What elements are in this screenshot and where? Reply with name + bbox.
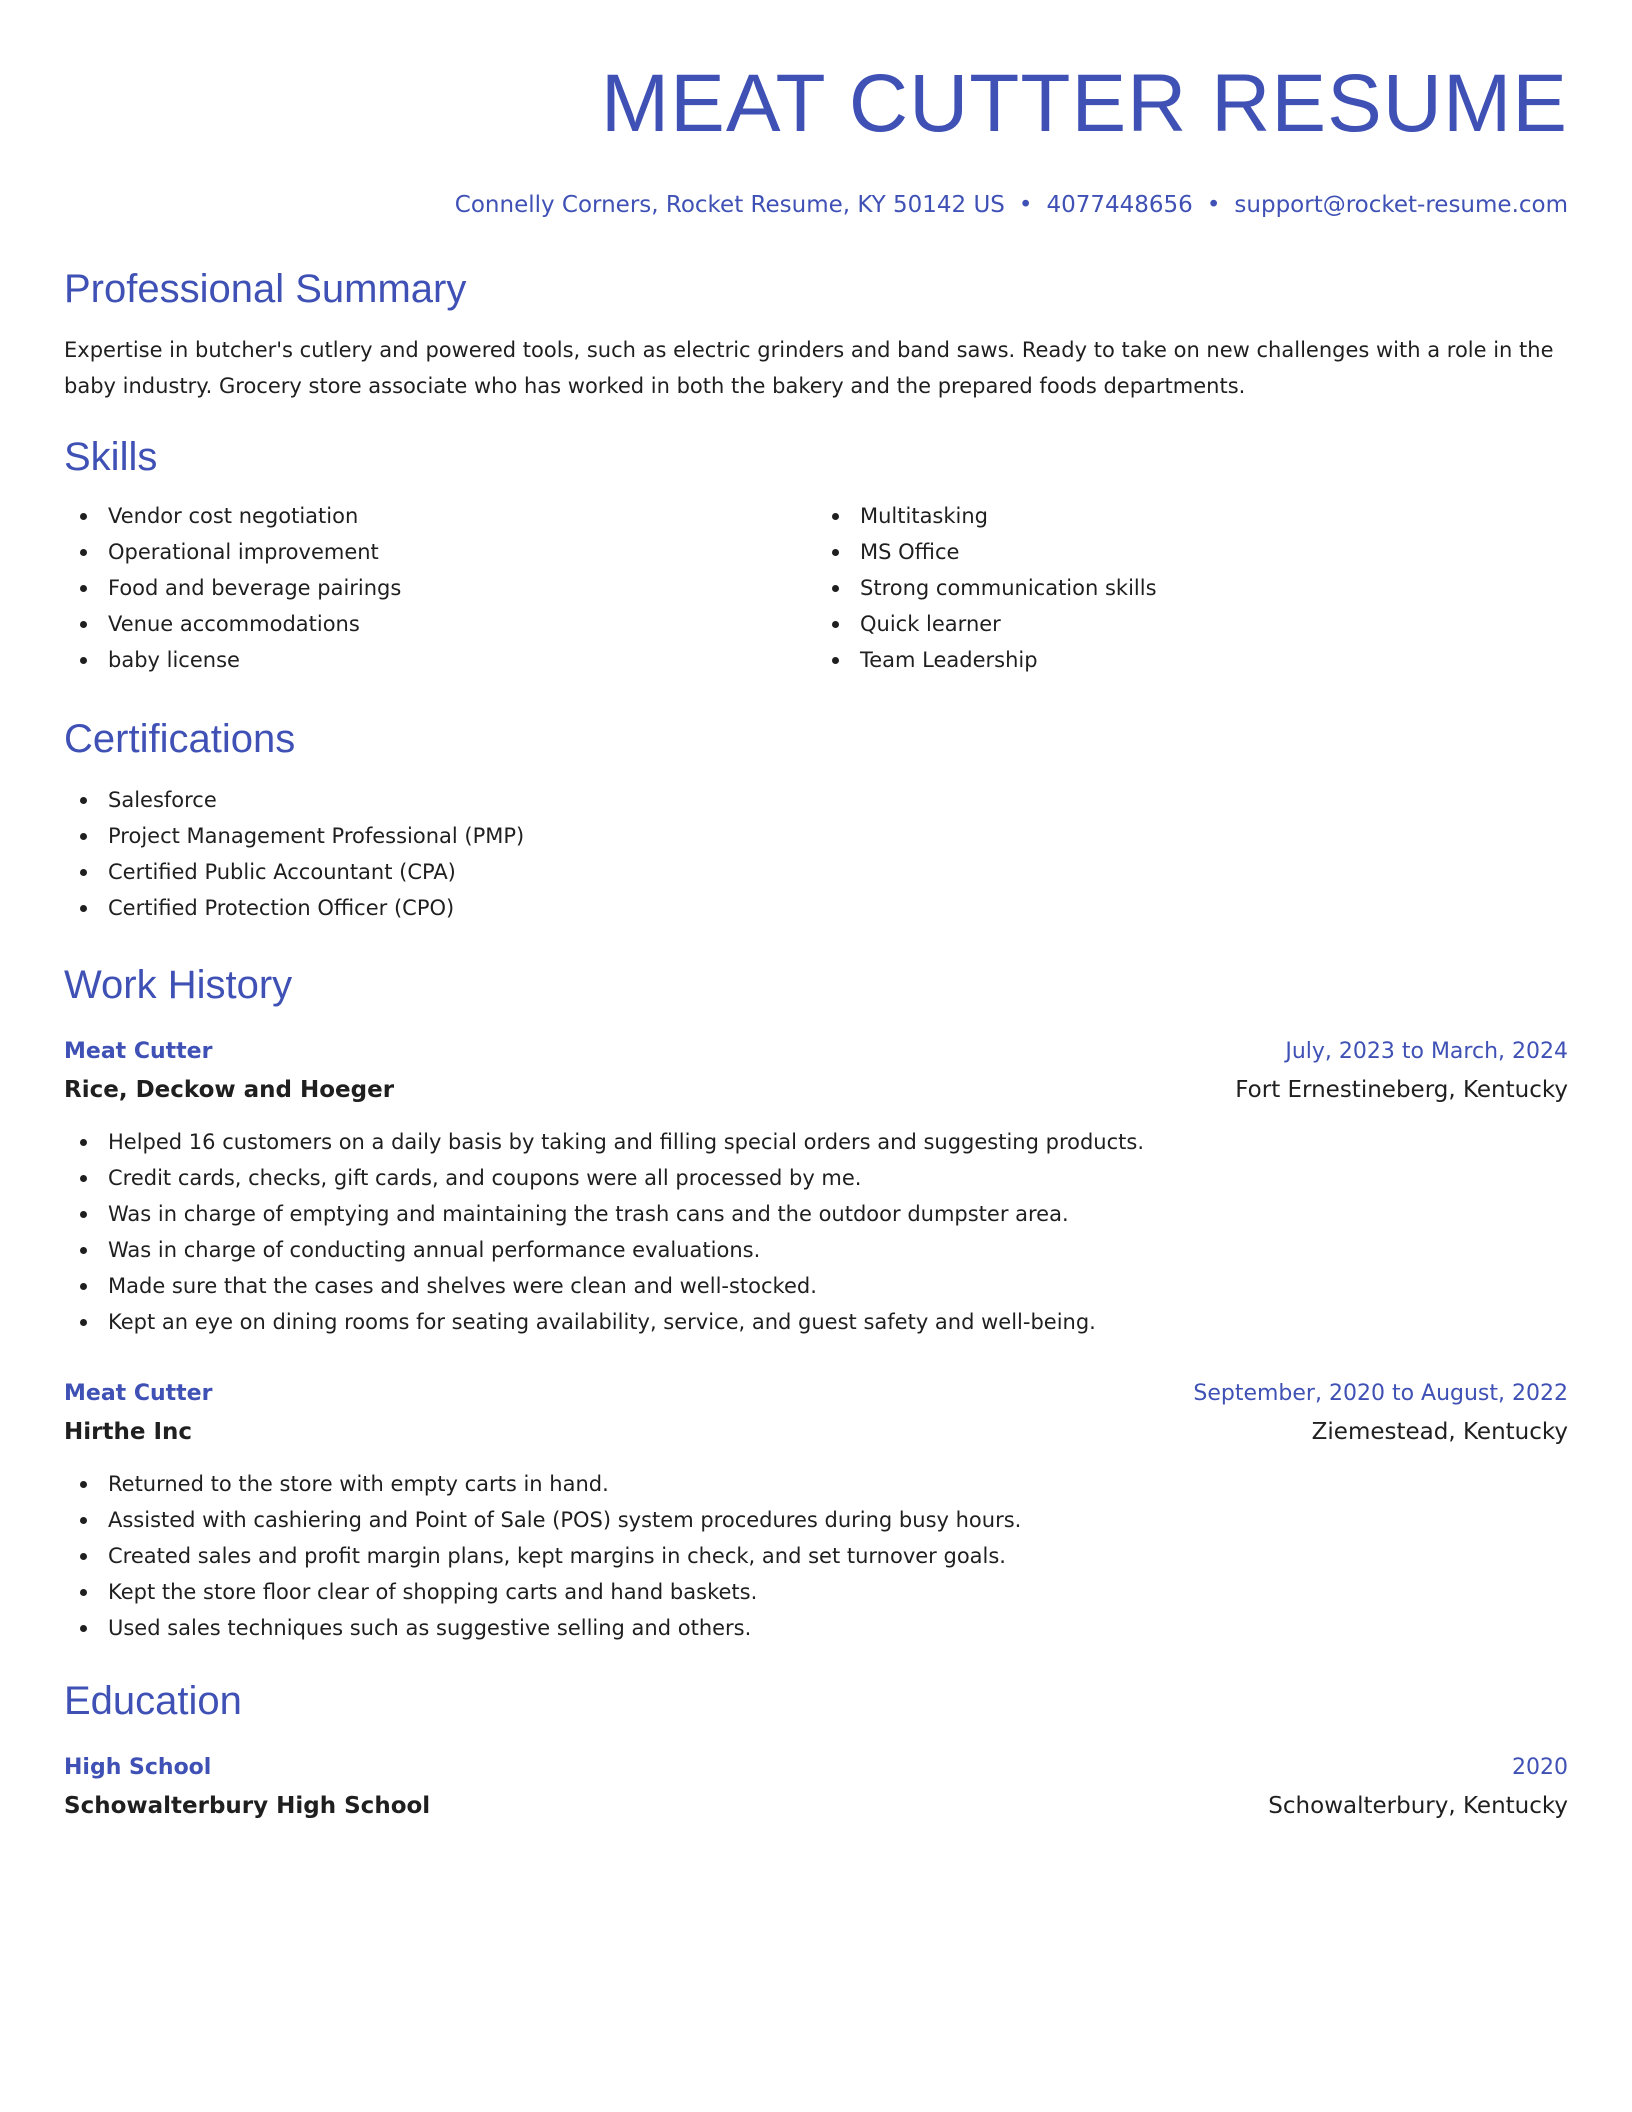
skill-item: Venue accommodations (64, 606, 816, 642)
skill-item: Quick learner (816, 606, 1568, 642)
summary-text: Expertise in butcher's cutlery and powered tools, such as electric grinders and band saws. Ready to take on new challenges with a role in the baby industry. Grocery store associate who has worked in both the bakery and the prepared foods departments. (64, 338, 1554, 398)
education-section (64, 1676, 1568, 1826)
education-degree-row (64, 1750, 1568, 1786)
job-duty-item: Was in charge of emptying and maintaining the trash cans and the outdoor dumpster area. (64, 1196, 1568, 1232)
education-year: 2020 (1512, 1755, 1568, 1780)
job-dates: July, 2023 to March, 2024 (1285, 1039, 1568, 1064)
job-company-row (64, 1412, 1568, 1452)
skill-item: Multitasking (816, 498, 1568, 534)
contact-separator: • (1206, 192, 1221, 218)
work-history-heading: Work History (64, 963, 293, 1007)
job-company-row (64, 1070, 1568, 1110)
job-duty-item: Was in charge of conducting annual performance evaluations. (64, 1232, 1568, 1268)
job-location: Ziemestead, Kentucky (1311, 1419, 1568, 1445)
skill-item: MS Office (816, 534, 1568, 570)
job-role: Meat Cutter (64, 1039, 213, 1064)
summary-heading: Professional Summary (64, 267, 467, 311)
job-duty-item: Kept the store floor clear of shopping carts and hand baskets. (64, 1574, 1568, 1610)
job-duty-item: Returned to the store with empty carts in hand. (64, 1466, 1568, 1502)
contact-separator: • (1018, 192, 1033, 218)
certification-item: Project Management Professional (PMP) (64, 818, 1568, 854)
certifications-list (64, 782, 1568, 926)
resume-header (64, 56, 1568, 220)
certification-item: Certified Protection Officer (CPO) (64, 890, 1568, 926)
certification-item: Certified Public Accountant (CPA) (64, 854, 1568, 890)
skill-item: Team Leadership (816, 642, 1568, 678)
skills-section (64, 432, 1568, 678)
skills-heading: Skills (64, 435, 158, 479)
job-title-row (64, 1376, 1568, 1412)
job-entry (64, 1034, 1568, 1340)
certification-item: Salesforce (64, 782, 1568, 818)
job-company: Rice, Deckow and Hoeger (64, 1077, 395, 1103)
job-duty-item: Assisted with cashiering and Point of Sale (POS) system procedures during busy hours. (64, 1502, 1568, 1538)
contact-line (64, 190, 1568, 220)
education-school: Schowalterbury High School (64, 1793, 431, 1819)
job-duty-item: Created sales and profit margin plans, kept margins in check, and set turnover goals. (64, 1538, 1568, 1574)
skills-list-right (816, 498, 1568, 678)
skill-item: Strong communication skills (816, 570, 1568, 606)
education-location: Schowalterbury, Kentucky (1268, 1793, 1568, 1819)
job-company: Hirthe Inc (64, 1419, 193, 1445)
education-heading: Education (64, 1679, 242, 1723)
contact-email: support@rocket-resume.com (1234, 192, 1568, 218)
education-degree: High School (64, 1755, 212, 1780)
job-dates: September, 2020 to August, 2022 (1193, 1381, 1568, 1406)
education-school-row (64, 1786, 1568, 1826)
work-history-section (64, 960, 1568, 1646)
job-duty-item: Credit cards, checks, gift cards, and coupons were all processed by me. (64, 1160, 1568, 1196)
job-duties-list (64, 1466, 1568, 1646)
job-duty-item: Made sure that the cases and shelves were clean and well-stocked. (64, 1268, 1568, 1304)
summary-section (64, 264, 1568, 404)
job-title-row (64, 1034, 1568, 1070)
job-entry (64, 1376, 1568, 1646)
job-duty-item: Kept an eye on dining rooms for seating availability, service, and guest safety and well-being. (64, 1304, 1568, 1340)
resume-title: MEAT CUTTER RESUME (600, 58, 1568, 149)
skill-item: Vendor cost negotiation (64, 498, 816, 534)
certifications-heading: Certifications (64, 717, 296, 761)
contact-address: Connelly Corners, Rocket Resume, KY 50142 US (454, 192, 1005, 218)
skill-item: Food and beverage pairings (64, 570, 816, 606)
job-duties-list (64, 1124, 1568, 1340)
certifications-section (64, 714, 1568, 926)
skills-columns (64, 498, 1568, 678)
contact-phone: 4077448656 (1046, 192, 1193, 218)
education-entry (64, 1750, 1568, 1826)
job-duty-item: Helped 16 customers on a daily basis by taking and filling special orders and suggesting products. (64, 1124, 1568, 1160)
skill-item: Operational improvement (64, 534, 816, 570)
job-duty-item: Used sales techniques such as suggestive selling and others. (64, 1610, 1568, 1646)
skills-list-left (64, 498, 816, 678)
job-role: Meat Cutter (64, 1381, 213, 1406)
job-location: Fort Ernestineberg, Kentucky (1235, 1077, 1568, 1103)
skill-item: baby license (64, 642, 816, 678)
